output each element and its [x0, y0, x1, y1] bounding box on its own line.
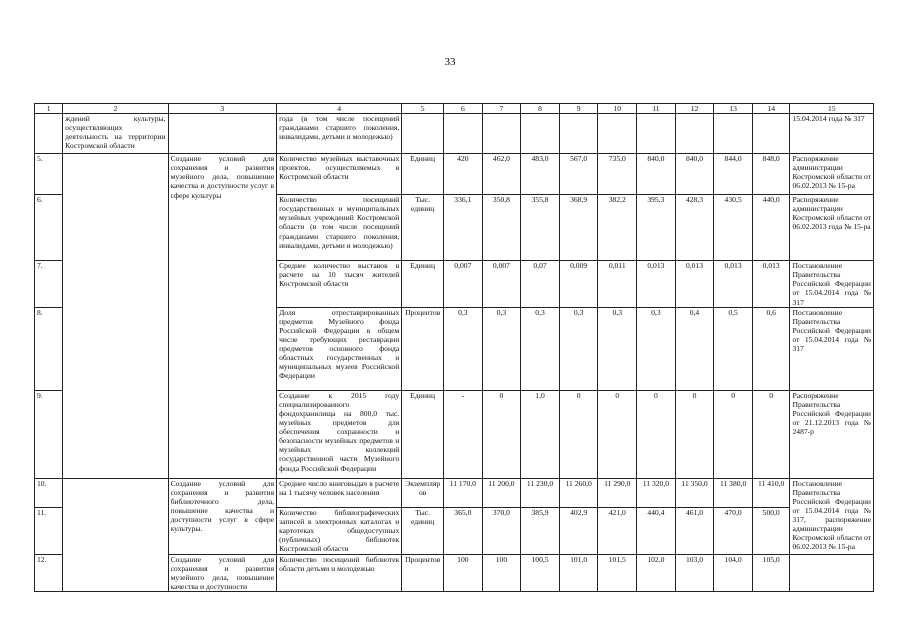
- cell-value: 567,0: [559, 154, 598, 195]
- cell-indicator: Количество музейных выставочных проектов, осуществляемых в Костромской области: [277, 154, 402, 195]
- cell-task: Создание условий для сохранения и развития музейного дела, повышение качества и доступности: [168, 554, 277, 591]
- cell-value: 0,07: [521, 261, 560, 308]
- header-cell: 6: [444, 104, 483, 114]
- cell-value: 0,3: [598, 307, 637, 390]
- cell-value: 382,2: [598, 195, 637, 261]
- cell-indicator: Количество посещений библиотек области детьми и молодежью: [277, 554, 402, 591]
- cell-value: 0,013: [637, 261, 676, 308]
- cell-value: 0,007: [444, 261, 483, 308]
- cell-value: 104,0: [714, 554, 753, 591]
- header-cell: 4: [277, 104, 402, 114]
- cell-value: [752, 114, 790, 154]
- cell-value: 105,0: [752, 554, 790, 591]
- cell-value: 0,4: [675, 307, 714, 390]
- table-row: [35, 114, 874, 154]
- header-cell: 12: [675, 104, 714, 114]
- cell-object: [63, 154, 168, 479]
- header-cell: 2: [63, 104, 168, 114]
- cell-unit: Единиц: [402, 154, 444, 195]
- cell-source: Постановление Правительства Российской Федерации от 15.04.2014 года № 317, распоряжение администрации Костромской области от 06.02.2013 № 15-ра: [790, 478, 874, 554]
- cell-index: 10.: [35, 478, 63, 507]
- cell-value: 440,0: [752, 195, 790, 261]
- cell-value: [521, 114, 560, 154]
- cell-value: 100,5: [521, 554, 560, 591]
- cell-value: 428,3: [675, 195, 714, 261]
- cell-value: 100: [444, 554, 483, 591]
- cell-value: 11 170,0: [444, 478, 483, 507]
- cell-index: 6.: [35, 195, 63, 261]
- cell-source: Постановление Правительства Российской Федерации от 15.04.2014 года № 317: [790, 261, 874, 308]
- cell-index: 12.: [35, 554, 63, 591]
- header-cell: 13: [714, 104, 753, 114]
- cell-value: 735,0: [598, 154, 637, 195]
- header-row: [35, 104, 874, 114]
- cell-value: 402,9: [559, 507, 598, 554]
- cell-value: 840,0: [675, 154, 714, 195]
- cell-value: 11 380,0: [714, 478, 753, 507]
- cell-task: Создание условий для сохранения и развития музейного дела, повышение качества и доступности услуг в сфере культуры: [168, 154, 277, 479]
- header-cell: 8: [521, 104, 560, 114]
- cell-value: 0,3: [559, 307, 598, 390]
- cell-value: 0,5: [714, 307, 753, 390]
- cell-value: [559, 114, 598, 154]
- header-cell: 15: [790, 104, 874, 114]
- cell-index: 9.: [35, 390, 63, 478]
- cell-value: 11 230,0: [521, 478, 560, 507]
- cell-value: [444, 114, 483, 154]
- cell-value: 0,007: [482, 261, 521, 308]
- cell-value: 336,1: [444, 195, 483, 261]
- header-cell: 9: [559, 104, 598, 114]
- cell-value: 0: [559, 390, 598, 478]
- cell-value: 11 290,0: [598, 478, 637, 507]
- cell-index: 5.: [35, 154, 63, 195]
- cell-value: 0: [598, 390, 637, 478]
- cell-unit: Процентов: [402, 307, 444, 390]
- cell-value: 0,3: [444, 307, 483, 390]
- cell-object: [63, 478, 168, 591]
- header-cell: 14: [752, 104, 790, 114]
- cell-value: 0,013: [675, 261, 714, 308]
- cell-value: 11 320,0: [637, 478, 676, 507]
- cell-source: Распоряжение администрации Костромской области от 06.02.2013 № 15-ра: [790, 154, 874, 195]
- cell-value: 0,013: [752, 261, 790, 308]
- cell-indicator: Среднее количество выставок в расчете на 10 тысяч жителей Костромской области: [277, 261, 402, 308]
- cell-value: 844,0: [714, 154, 753, 195]
- cell-indicator: Количество посещений государственных и муниципальных музейных учреждений Костромской области (в том числе посещений гражданами старшего поколения, инвалидами, детьми и молодежью): [277, 195, 402, 261]
- cell-value: 395,3: [637, 195, 676, 261]
- cell-value: 0,011: [598, 261, 637, 308]
- cell-value: 11 410,0: [752, 478, 790, 507]
- cell-value: 370,0: [482, 507, 521, 554]
- cell-value: 11 200,0: [482, 478, 521, 507]
- cell-value: 0,3: [521, 307, 560, 390]
- cell-index: [35, 114, 63, 154]
- cell-value: 430,5: [714, 195, 753, 261]
- cell-value: [482, 114, 521, 154]
- cell-unit: Единиц: [402, 390, 444, 478]
- cell-index: 7.: [35, 261, 63, 308]
- cell-source: Постановление Правительства Российской Федерации от 15.04.2014 года № 317: [790, 307, 874, 390]
- cell-unit: Экземпляров: [402, 478, 444, 507]
- header-cell: 5: [402, 104, 444, 114]
- cell-value: 0,6: [752, 307, 790, 390]
- cell-value: 483,0: [521, 154, 560, 195]
- cell-indicator: года (в том числе посещений гражданами старшего поколения, инвалидами, детьми и молодежью): [277, 114, 402, 154]
- cell-value: 365,0: [444, 507, 483, 554]
- cell-value: 385,9: [521, 507, 560, 554]
- cell-value: 100: [482, 554, 521, 591]
- page-number: 33: [444, 56, 456, 68]
- cell-unit: [402, 114, 444, 154]
- cell-unit: Процентов: [402, 554, 444, 591]
- cell-index: 11.: [35, 507, 63, 554]
- cell-value: 840,0: [637, 154, 676, 195]
- cell-value: 421,0: [598, 507, 637, 554]
- header-cell: 1: [35, 104, 63, 114]
- indicators-table: [34, 103, 874, 592]
- table-row: [35, 154, 874, 195]
- header-cell: 10: [598, 104, 637, 114]
- cell-value: 420: [444, 154, 483, 195]
- cell-indicator: Среднее число книговыдач в расчете на 1 тысячу человек населения: [277, 478, 402, 507]
- cell-value: 0,3: [482, 307, 521, 390]
- cell-value: 355,8: [521, 195, 560, 261]
- cell-value: 0: [482, 390, 521, 478]
- cell-source: 15.04.2014 года № 317: [790, 114, 874, 154]
- cell-value: 0,013: [714, 261, 753, 308]
- table-row: [35, 478, 874, 507]
- cell-task: [168, 114, 277, 154]
- cell-value: 11 350,0: [675, 478, 714, 507]
- cell-value: 0,3: [637, 307, 676, 390]
- header-cell: 7: [482, 104, 521, 114]
- cell-value: 0,009: [559, 261, 598, 308]
- cell-value: 440,4: [637, 507, 676, 554]
- cell-value: 101,0: [559, 554, 598, 591]
- cell-value: 350,8: [482, 195, 521, 261]
- cell-source: Распоряжение Правительства Российской Федерации от 21.12.2013 года № 2487-р: [790, 390, 874, 478]
- cell-value: [714, 114, 753, 154]
- cell-index: 8.: [35, 307, 63, 390]
- cell-unit: Тыс. единиц: [402, 195, 444, 261]
- cell-value: 0: [714, 390, 753, 478]
- cell-value: [637, 114, 676, 154]
- cell-value: 848,0: [752, 154, 790, 195]
- cell-value: 103,0: [675, 554, 714, 591]
- cell-value: 461,0: [675, 507, 714, 554]
- cell-indicator: Доля отреставрированных предметов Музейного фонда Российской Федерации в общем числе требующих реставрации предметов основного фонда областных государственных и муниципальных музеев Российской Федерации: [277, 307, 402, 390]
- cell-source: [790, 554, 874, 591]
- cell-value: 11 260,0: [559, 478, 598, 507]
- cell-value: 500,0: [752, 507, 790, 554]
- cell-value: 462,0: [482, 154, 521, 195]
- header-cell: 3: [168, 104, 277, 114]
- cell-value: [598, 114, 637, 154]
- cell-task: Создание условий для сохранения и развития библиотечного дела, повышение качества и доступности услуг в сфере культуры.: [168, 478, 277, 554]
- cell-unit: Тыс. единиц: [402, 507, 444, 554]
- cell-value: 101,5: [598, 554, 637, 591]
- cell-value: [675, 114, 714, 154]
- cell-value: 0: [675, 390, 714, 478]
- cell-indicator: Создание к 2015 году специализированного фондохранилища на 800,0 тыс. музейных предметов для обеспечения сохранности и безопасности музейных предметов и музейных коллекций государственной части Музейного фонда Российской Федерации: [277, 390, 402, 478]
- cell-indicator: Количество библиографических записей в электронных каталогах и картотеках общедоступных (публичных) библиотек Костромской области: [277, 507, 402, 554]
- cell-value: 102,0: [637, 554, 676, 591]
- cell-value: 0: [752, 390, 790, 478]
- cell-value: 470,0: [714, 507, 753, 554]
- cell-source: Распоряжение администрации Костромской области от 06.02.2013 года № 15-ра: [790, 195, 874, 261]
- cell-value: 0: [637, 390, 676, 478]
- cell-object: ждений культуры, осуществляющих деятельность на территории Костромской области: [63, 114, 168, 154]
- cell-unit: Единиц: [402, 261, 444, 308]
- cell-value: 368,9: [559, 195, 598, 261]
- header-cell: 11: [637, 104, 676, 114]
- cell-value: 1,0: [521, 390, 560, 478]
- cell-value: -: [444, 390, 483, 478]
